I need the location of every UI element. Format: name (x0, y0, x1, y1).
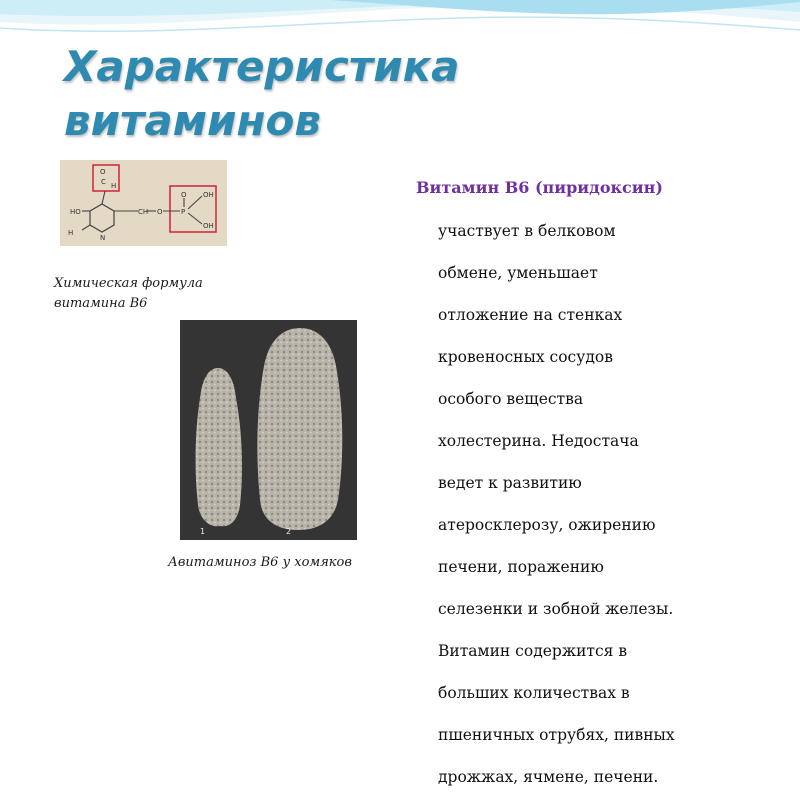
description-line: участвует в белковом (438, 222, 616, 240)
formula-group-h3c: H (68, 229, 74, 237)
description-line: отложение на стенках (438, 306, 623, 324)
formula-caption: Химическая формула витамина В6 (54, 276, 203, 311)
formula-atom-o-right: O (181, 191, 187, 199)
pyridoxine-formula-image (60, 160, 227, 246)
description-line: больших количествах в (438, 684, 630, 702)
hamster-large (257, 328, 342, 530)
formula-group-oh-bottom: OH (203, 222, 214, 230)
hamster-photo (180, 320, 357, 540)
description-line: дрожжах, ячмене, печени. (438, 768, 659, 786)
description-line: холестерина. Недостача (438, 432, 639, 450)
description-line: пшеничных отрубях, пивных (438, 726, 675, 744)
description-line: ведет к развитию (438, 474, 582, 492)
formula-atom-c: C (101, 178, 106, 186)
formula-atom-h: H (111, 182, 117, 190)
description-line: особого вещества (438, 390, 584, 408)
hamster-caption: Авитаминоз В6 у хомяков (168, 555, 352, 570)
description-line: печени, поражению (438, 558, 604, 576)
formula-atom-o-bridge: O (157, 208, 163, 216)
formula-atom-o-top: O (100, 168, 106, 176)
vitamin-b6-description (438, 200, 778, 809)
description-line: атеросклерозу, ожирению (438, 516, 656, 534)
formula-group-ch2: CH (138, 208, 149, 216)
formula-group-ho: HO (70, 208, 81, 216)
formula-group-oh-top: OH (203, 191, 214, 199)
slide-title (64, 40, 624, 148)
vitamin-b6-heading: Витамин В6 (пиридоксин) (416, 178, 663, 197)
formula-atom-n: N (100, 234, 106, 242)
hamster-small (196, 368, 243, 526)
header-wave-band (0, 0, 800, 40)
photo-label-2: 2 (286, 527, 292, 536)
description-line: обмене, уменьшает (438, 264, 598, 282)
slide-title-text: Характеристика витаминов (64, 42, 460, 145)
formula-atom-p: P (181, 208, 186, 216)
description-line: селезенки и зобной железы. (438, 600, 674, 618)
description-line: Витамин содержится в (438, 642, 628, 660)
description-line: кровеносных сосудов (438, 348, 613, 366)
photo-label-1: 1 (200, 527, 206, 536)
